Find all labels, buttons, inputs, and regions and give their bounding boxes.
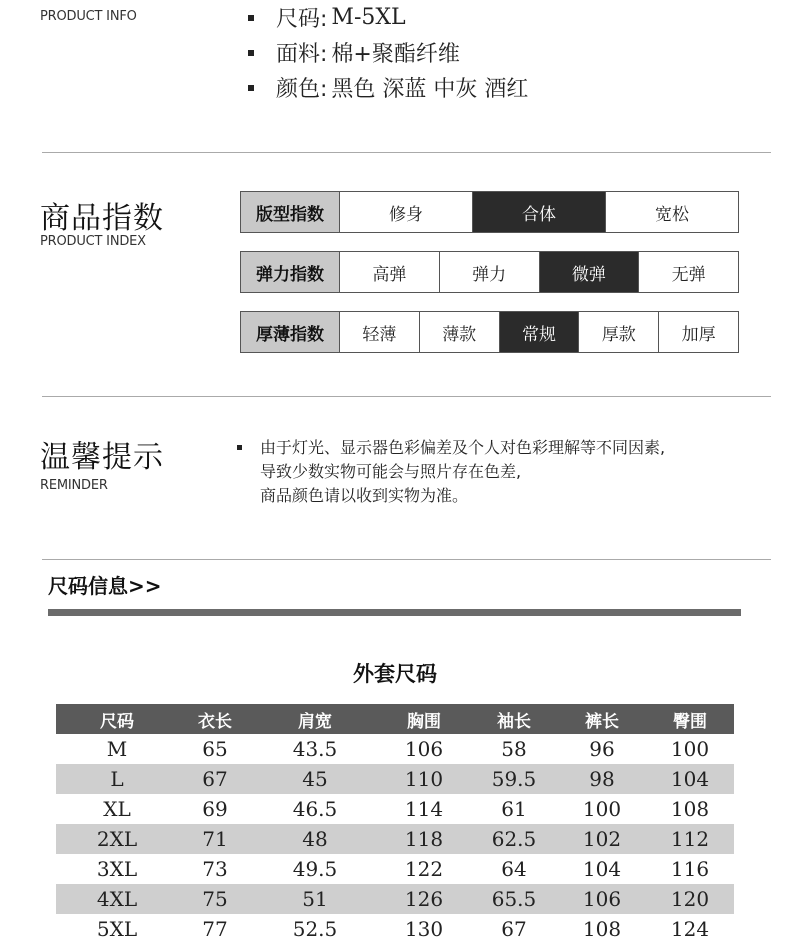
- table-cell: 64: [501, 857, 527, 881]
- fit-option: 修身: [340, 192, 473, 232]
- table-cell: 98: [558, 764, 646, 794]
- info-key: 颜色:: [276, 77, 328, 102]
- fit-index-row: [240, 191, 739, 233]
- table-row: [56, 764, 734, 794]
- table-cell: 67: [501, 917, 527, 941]
- product-index-label: PRODUCT INDEX: [40, 234, 146, 249]
- table-cell: 67: [178, 764, 252, 794]
- table-cell: 104: [582, 857, 622, 881]
- table-cell: 77: [202, 917, 228, 941]
- reminder-label: REMINDER: [40, 478, 108, 493]
- table-cell: 49.5: [292, 857, 338, 881]
- thickness-option: 厚款: [579, 312, 659, 352]
- table-cell: 48: [252, 824, 378, 854]
- table-cell: 65.5: [470, 884, 558, 914]
- table-cell: 100: [670, 737, 710, 761]
- table-cell: 116: [670, 857, 710, 881]
- info-key: 尺码:: [276, 7, 328, 32]
- divider: [42, 396, 771, 397]
- table-cell: 52.5: [292, 917, 338, 941]
- table-cell: 100: [582, 797, 622, 821]
- reminder-title: 温馨提示: [40, 440, 164, 475]
- table-cell: 51: [252, 884, 378, 914]
- info-value: 黑色 深蓝 中灰 酒红: [331, 77, 529, 102]
- thickness-option: 轻薄: [340, 312, 420, 352]
- size-info-title: 尺码信息>>: [48, 574, 162, 598]
- elasticity-option-active: 微弹: [540, 252, 640, 292]
- table-row: [56, 734, 734, 764]
- elasticity-index-head: 弹力指数: [241, 252, 340, 292]
- table-header-row: [56, 704, 734, 734]
- thickness-option: 薄款: [420, 312, 500, 352]
- elasticity-option: 高弹: [340, 252, 440, 292]
- size-table: [56, 704, 734, 944]
- table-cell: 73: [202, 857, 228, 881]
- header-cell: 臀围: [646, 704, 734, 734]
- reminder-line: 导致少数实物可能会与照片存在色差,: [260, 462, 522, 481]
- header-cell: 裤长: [558, 704, 646, 734]
- table-row: [56, 884, 734, 914]
- info-item-color: [248, 70, 528, 105]
- table-cell: 4XL: [56, 884, 178, 914]
- table-cell: M: [106, 737, 128, 761]
- table-cell: 112: [646, 824, 734, 854]
- table-cell: 5XL: [96, 917, 138, 941]
- table-cell: 59.5: [470, 764, 558, 794]
- header-cell: 袖长: [470, 704, 558, 734]
- elasticity-index-row: [240, 251, 739, 293]
- table-cell: 130: [404, 917, 444, 941]
- divider: [42, 559, 771, 560]
- table-row: [56, 824, 734, 854]
- table-cell: 124: [670, 917, 710, 941]
- table-cell: 106: [404, 737, 444, 761]
- header-cell: 胸围: [378, 704, 470, 734]
- thickness-option: 加厚: [681, 324, 716, 345]
- table-cell: 58: [501, 737, 527, 761]
- info-item-fabric: [248, 35, 528, 70]
- info-item-size: [248, 0, 528, 35]
- reminder-line: 由于灯光、显示器色彩偏差及个人对色彩理解等不同因素,: [260, 438, 666, 457]
- table-cell: 126: [378, 884, 470, 914]
- table-cell: 65: [202, 737, 228, 761]
- table-cell: L: [56, 764, 178, 794]
- table-cell: 114: [404, 797, 444, 821]
- table-cell: 3XL: [96, 857, 138, 881]
- header-cell: 尺码: [56, 704, 178, 734]
- reminder-line: 商品颜色请以收到实物为准。: [260, 486, 469, 505]
- fit-index-head: 版型指数: [241, 192, 340, 232]
- header-cell: 衣长: [178, 704, 252, 734]
- table-row: [56, 854, 734, 884]
- bullet-icon: [248, 50, 254, 56]
- table-cell: 71: [178, 824, 252, 854]
- table-cell: 75: [178, 884, 252, 914]
- table-cell: 69: [202, 797, 228, 821]
- table-cell: 45: [252, 764, 378, 794]
- table-cell: 122: [404, 857, 444, 881]
- table-cell: 110: [378, 764, 470, 794]
- bullet-icon: [248, 15, 254, 21]
- bullet-icon: [237, 445, 242, 450]
- info-value: 棉+聚酯纤维: [331, 42, 460, 67]
- elasticity-option: 弹力: [440, 252, 540, 292]
- fit-option: 宽松: [655, 204, 689, 225]
- header-cell: 肩宽: [252, 704, 378, 734]
- table-cell: XL: [103, 797, 131, 821]
- table-cell: 120: [646, 884, 734, 914]
- table-cell: 96: [589, 737, 615, 761]
- table-cell: 108: [670, 797, 710, 821]
- table-cell: 61: [501, 797, 527, 821]
- section-bar: [48, 609, 741, 616]
- info-key: 面料:: [276, 42, 328, 67]
- table-cell: 106: [558, 884, 646, 914]
- product-index-title: 商品指数: [40, 201, 164, 236]
- product-info-label: PRODUCT INFO: [40, 9, 137, 24]
- info-value: M-5XL: [331, 5, 406, 30]
- fit-option-active: 合体: [473, 192, 606, 232]
- bullet-icon: [248, 85, 254, 91]
- table-cell: 43.5: [292, 737, 338, 761]
- table-cell: 46.5: [292, 797, 338, 821]
- reminder-text: [260, 436, 665, 508]
- size-table-title: 外套尺码: [353, 662, 437, 686]
- table-cell: 118: [378, 824, 470, 854]
- table-cell: 2XL: [56, 824, 178, 854]
- table-cell: 62.5: [470, 824, 558, 854]
- table-row: [56, 794, 734, 824]
- table-cell: 104: [646, 764, 734, 794]
- thickness-index-head: 厚薄指数: [241, 312, 340, 352]
- thickness-option-active: 常规: [500, 312, 580, 352]
- elasticity-option: 无弹: [671, 264, 706, 285]
- divider: [42, 152, 771, 153]
- thickness-index-row: [240, 311, 739, 353]
- table-cell: 108: [582, 917, 622, 941]
- table-cell: 102: [558, 824, 646, 854]
- product-info-list: [248, 0, 528, 105]
